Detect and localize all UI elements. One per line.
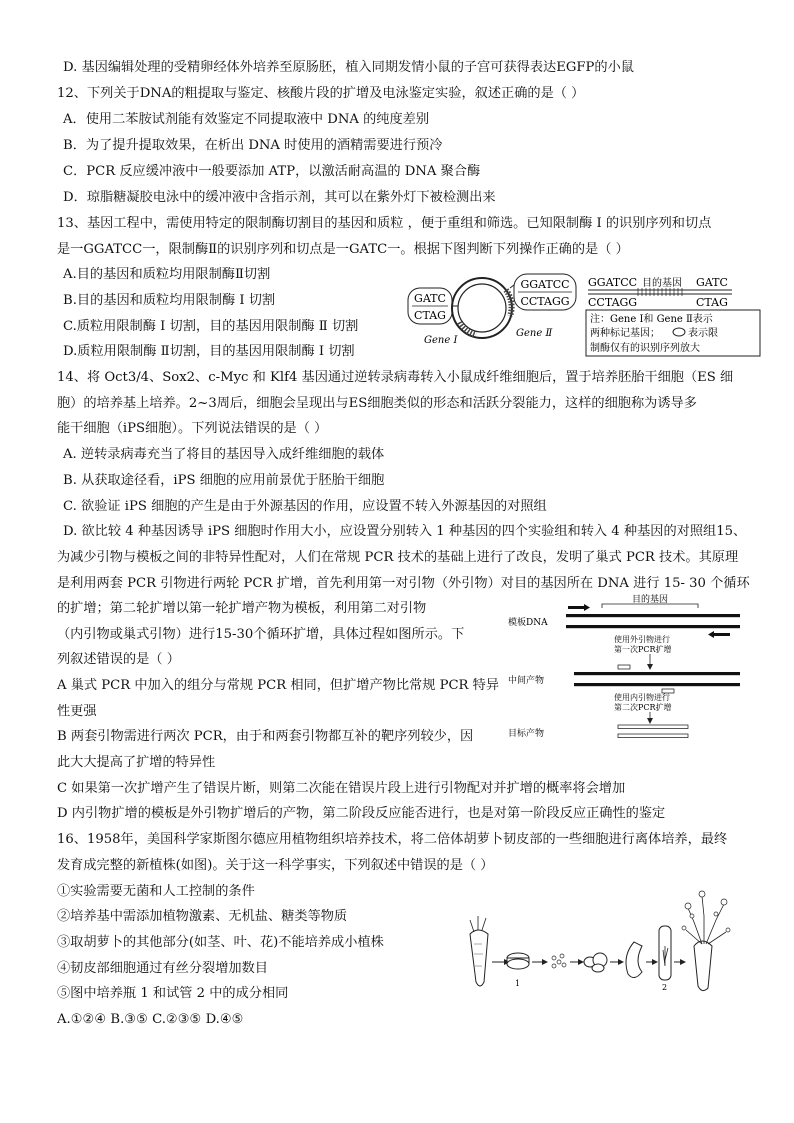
q15-option-b-cont: 此大大提高了扩增的特异性 (57, 755, 216, 770)
gene1-label: Gene Ⅰ (424, 335, 458, 346)
template-dna-label: 模板DNA (508, 618, 548, 628)
q16-options: A.①②④ B.③⑤ C.②③⑤ D.④⑤ (57, 1012, 244, 1027)
product-strand-bottom (618, 734, 688, 738)
step2-line-1: 使用内引物进行 (614, 693, 670, 702)
q16-item-4: ④韧皮部细胞通过有丝分裂增加数目 (57, 961, 268, 976)
q12-stem: 12、下列关于DNA的粗提取与鉴定、核酸片段的扩增及电泳鉴定实验，叙述正确的是（ ） (57, 86, 585, 101)
cells-icon (552, 954, 566, 968)
q14-option-d: D. 欲比较 4 种基因诱导 iPS 细胞时作用大小，应设置分别转入 1 种基因的四个实验组和转入 4 种基因的对照组15、 (63, 524, 747, 539)
seq1-bottom: CTAG (414, 309, 446, 322)
target-product-label: 目标产物 (508, 729, 545, 739)
seq2-bottom: CCTAGG (520, 295, 570, 308)
note-line-2b: 表示限 (688, 328, 718, 339)
note-line-2: 两种标记基因； (590, 328, 660, 339)
q13-option-b: B.目的基因和质粒均用限制酶 I 切割 (63, 293, 276, 308)
seq1-top: GATC (414, 292, 446, 305)
template-strand-bottom (566, 625, 740, 628)
frag-right-top: GATC (696, 276, 728, 289)
note-line-3: 制酶仅有的识别序列放大 (590, 343, 700, 354)
template-strand-top (566, 614, 740, 617)
outer-primer-forward (568, 606, 584, 609)
q11-option-d: D. 基因编辑处理的受精卵经体外培养至原肠胚，植入同期发情小鼠的子宫可获得表达EGFP的小鼠 (63, 60, 634, 75)
q12-option-a: A．使用二苯胺试剂能有效鉴定不同提取液中 DNA 的纯度差别 (63, 112, 430, 127)
q15-option-d: D 内引物扩增的模板是外引物扩增后的产物，第二阶段反应能否进行，也是对第一阶段反应正确性的鉴定 (57, 806, 666, 821)
gene1-marker (460, 322, 476, 335)
q14-option-a: A. 逆转录病毒充当了将目的基因导入成纤维细胞的载体 (63, 447, 385, 462)
gene2-label: Gene Ⅱ (516, 328, 553, 339)
note-line-1: 注：Gene Ⅰ和 Gene Ⅱ表示 (590, 314, 713, 325)
step2-line-2: 第二次PCR扩增 (614, 703, 672, 712)
q15-stem-3: 的扩增；第二轮扩增以第一轮扩增产物为模板，利用第二对引物 (57, 601, 427, 616)
step1-line-1: 使用外引物进行 (614, 635, 670, 644)
embryo-icon (626, 942, 642, 978)
q15-stem: 为减少引物与模板之间的非特异性配对，人们在常规 PCR 技术的基础上进行了改良，发明了巢式 PCR 技术。其原理 (57, 550, 739, 565)
step1-line-2: 第一次PCR扩增 (614, 645, 672, 654)
q13-stem-2: 是一GGATCC一，限制酶Ⅱ的识别序列和切点是一GATC一。根据下图判断下列操作正确的是（ ） (57, 242, 629, 257)
q16-stem-2: 发育成完整的新植株(如图)。关于这一科学事实，下列叙述中错误的是（ ） (57, 858, 494, 873)
plasmid-ring (452, 278, 512, 338)
carrot-icon (470, 930, 488, 986)
q14-stem: 14、将 Oct3/4、Sox2、c-Myc 和 Klf4 基因通过逆转录病毒转入小鼠成纤维细胞后，置于培养胚胎干细胞（ES 细 (57, 370, 734, 385)
q13-option-a: A.目的基因和质粒均用限制酶Ⅱ切割 (63, 267, 271, 282)
nested-pcr-figure (504, 592, 740, 742)
frag-right-bottom: CTAG (696, 296, 728, 309)
q14-option-b: B. 从获取途径看，iPS 细胞的应用前景优于胚胎干细胞 (63, 473, 385, 488)
inner-primer-forward (618, 665, 630, 669)
frag-left-top: GGATCC (588, 276, 638, 289)
middle-product-label: 中间产物 (508, 676, 545, 686)
q16-item-5: ⑤图中培养瓶 1 和试管 2 中的成分相同 (57, 986, 289, 1001)
q15-option-c: C 如果第一次扩增产生了错误片断，则第二次能在错误片段上进行引物配对并扩增的概率将会增加 (57, 781, 626, 796)
q12-option-c: C．PCR 反应缓冲液中一般要添加 ATP，以激活耐高温的 DNA 聚合酶 (63, 164, 481, 179)
q16-item-3: ③取胡萝卜的其他部分(如茎、叶、花)不能培养成小植株 (57, 935, 384, 950)
target-gene-label: 目的基因 (642, 278, 682, 289)
q13-option-c: C.质粒用限制酶 I 切割，目的基因用限制酶 Ⅱ 切割 (63, 319, 359, 334)
embryo-cluster-icon (584, 953, 607, 972)
carrot-plant-icon (694, 941, 712, 991)
q15-stem-4: （内引物或巢式引物）进行15-30个循环扩增，具体过程如图所示。下 (57, 627, 465, 642)
q16-stem: 16、1958年，美国科学家斯图尔德应用植物组织培养技术，将二倍体胡萝卜韧皮部的一些细胞进行离体培养，最终 (57, 832, 728, 847)
q14-option-c: C. 欲验证 iPS 细胞的产生是由于外源基因的作用，应设置不转入外源基因的对照组 (63, 499, 547, 514)
middle-strand-bottom (574, 683, 740, 686)
q13-option-d: D.质粒用限制酶 Ⅱ切割，目的基因用限制酶 I 切割 (63, 344, 355, 359)
q12-option-d: D．琼脂糖凝胶电泳中的缓冲液中含指示剂，其可以在紫外灯下被检测出来 (63, 190, 496, 205)
seq2-top: GGATCC (520, 278, 570, 291)
q12-option-b: B．为了提升提取效果，在析出 DNA 时使用的酒精需要进行预冷 (63, 138, 443, 153)
carrot-culture-figure (462, 886, 740, 996)
q16-item-1: ①实验需要无菌和人工控制的条件 (57, 884, 255, 899)
q14-stem-2: 胞）的培养基上培养。2~3周后，细胞会呈现出与ES细胞类似的形态和活跃分裂能力，这样的细胞称为诱导多 (57, 396, 697, 411)
q15-option-a: A 巢式 PCR 中加入的组分与常规 PCR 相同，但扩增产物比常规 PCR 特异 (57, 678, 500, 693)
q15-option-b: B 两套引物需进行两次 PCR，由于和两套引物都互补的靶序列较少，因 (57, 729, 474, 744)
q15-stem-2: 是利用两套 PCR 引物进行两轮 PCR 扩增，首先利用第一对引物（外引物）对目的基因所在 DNA 进行 15- 30 个循环 (57, 576, 750, 591)
middle-strand-top (574, 672, 740, 675)
label-1: 1 (515, 979, 521, 988)
frag-left-bottom: CCTAGG (588, 296, 638, 309)
product-strand-top (618, 725, 688, 729)
q15-stem-5: 列叙述错误的是（ ） (57, 652, 180, 667)
plasmid-figure (402, 268, 762, 360)
target-gene-label: 目的基因 (631, 595, 669, 605)
q14-stem-3: 能干细胞（iPS细胞）。下列说法错误的是（ ） (57, 421, 328, 436)
label-2: 2 (662, 983, 668, 992)
q13-stem: 13、基因工程中，需使用特定的限制酶切割目的基因和质粒 ，便于重组和筛选。已知限制酶 I 的识别序列和切点 (57, 216, 712, 231)
q15-option-a-cont: 性更强 (57, 704, 97, 719)
q16-item-2: ②培养基中需添加植物激素、无机盐、糖类等物质 (57, 909, 348, 924)
outer-primer-reverse (714, 633, 730, 636)
